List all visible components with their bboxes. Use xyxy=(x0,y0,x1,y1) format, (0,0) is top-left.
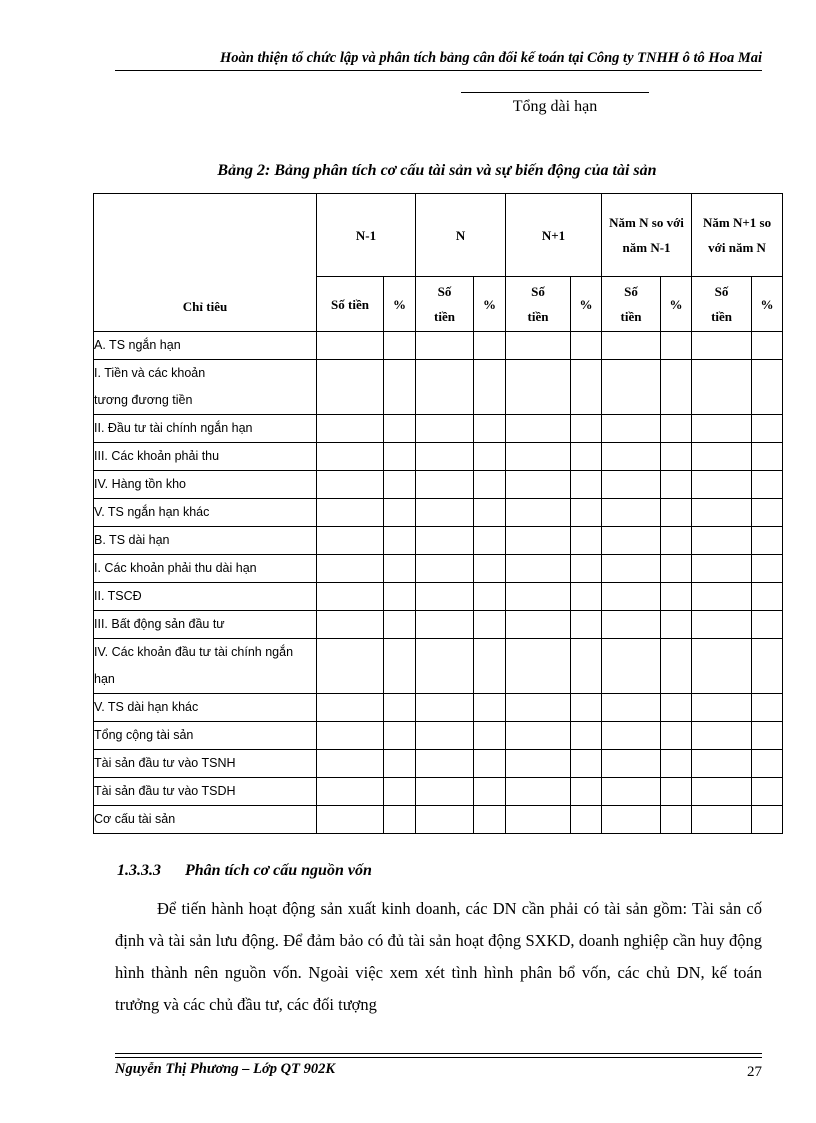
value-cell xyxy=(506,360,571,415)
value-cell xyxy=(474,750,506,778)
value-cell xyxy=(384,415,416,443)
value-cell xyxy=(692,499,752,527)
value-cell xyxy=(661,639,692,694)
value-cell xyxy=(661,694,692,722)
sub-amount: Số tiền xyxy=(416,277,474,332)
value-cell xyxy=(602,527,661,555)
value-cell xyxy=(692,722,752,750)
value-cell xyxy=(506,583,571,611)
value-cell xyxy=(602,750,661,778)
value-cell xyxy=(692,360,752,415)
value-cell xyxy=(571,527,602,555)
value-cell xyxy=(317,639,384,694)
value-cell xyxy=(384,722,416,750)
value-cell xyxy=(506,611,571,639)
table-row xyxy=(94,778,783,806)
row-label: II. TSCĐ xyxy=(94,583,317,611)
table-title: Bảng 2: Bảng phân tích cơ cấu tài sản và sự biến động của tài sản xyxy=(217,162,657,179)
value-cell xyxy=(752,806,783,834)
sub-percent: % xyxy=(752,277,783,332)
value-cell xyxy=(506,415,571,443)
asset-structure-table xyxy=(93,193,783,834)
value-cell xyxy=(571,499,602,527)
value-cell xyxy=(752,415,783,443)
value-cell xyxy=(692,583,752,611)
section-number: 1.3.3.3 xyxy=(117,862,161,879)
value-cell xyxy=(474,778,506,806)
value-cell xyxy=(474,332,506,360)
value-cell xyxy=(384,360,416,415)
row-label: IV. Hàng tồn kho xyxy=(94,471,317,499)
value-cell xyxy=(416,778,474,806)
page-number: 27 xyxy=(747,1064,762,1080)
value-cell xyxy=(752,471,783,499)
sub-amount: Số tiền xyxy=(506,277,571,332)
value-cell xyxy=(692,639,752,694)
value-cell xyxy=(571,750,602,778)
value-cell xyxy=(571,443,602,471)
value-cell xyxy=(506,332,571,360)
value-cell xyxy=(661,611,692,639)
value-cell xyxy=(317,471,384,499)
value-cell xyxy=(752,527,783,555)
value-cell xyxy=(692,471,752,499)
top-fragment-text: Tổng dài hạn xyxy=(512,98,598,115)
value-cell xyxy=(752,639,783,694)
value-cell xyxy=(661,499,692,527)
header-n: N xyxy=(416,194,506,277)
value-cell xyxy=(661,750,692,778)
table-row xyxy=(94,499,783,527)
value-cell xyxy=(571,583,602,611)
value-cell xyxy=(474,722,506,750)
value-cell xyxy=(661,722,692,750)
footer-rule xyxy=(115,1057,762,1058)
table-row xyxy=(94,694,783,722)
value-cell xyxy=(474,639,506,694)
value-cell xyxy=(384,332,416,360)
header-n+1-vs-n: Năm N+1 so với năm N xyxy=(692,194,783,277)
value-cell xyxy=(602,471,661,499)
value-cell xyxy=(506,555,571,583)
value-cell xyxy=(317,611,384,639)
value-cell xyxy=(474,499,506,527)
value-cell xyxy=(752,750,783,778)
row-label: Cơ cấu tài sản xyxy=(94,806,317,834)
value-cell xyxy=(384,694,416,722)
value-cell xyxy=(506,778,571,806)
sub-percent: % xyxy=(474,277,506,332)
value-cell xyxy=(317,415,384,443)
table-row xyxy=(94,527,783,555)
value-cell xyxy=(384,583,416,611)
value-cell xyxy=(602,415,661,443)
table-row xyxy=(94,722,783,750)
value-cell xyxy=(571,778,602,806)
value-cell xyxy=(506,694,571,722)
value-cell xyxy=(384,639,416,694)
value-cell xyxy=(661,778,692,806)
value-cell xyxy=(317,722,384,750)
value-cell xyxy=(752,360,783,415)
row-label: Tổng cộng tài sản xyxy=(94,722,317,750)
value-cell xyxy=(317,443,384,471)
value-cell xyxy=(506,443,571,471)
row-label: Tài sản đầu tư vào TSDH xyxy=(94,778,317,806)
value-cell xyxy=(416,360,474,415)
value-cell xyxy=(661,471,692,499)
sub-amount: Số tiền xyxy=(317,277,384,332)
value-cell xyxy=(384,443,416,471)
value-cell xyxy=(384,527,416,555)
value-cell xyxy=(474,527,506,555)
value-cell xyxy=(692,750,752,778)
value-cell xyxy=(317,583,384,611)
row-label: B. TS dài hạn xyxy=(94,527,317,555)
value-cell xyxy=(661,415,692,443)
value-cell xyxy=(416,471,474,499)
value-cell xyxy=(384,778,416,806)
value-cell xyxy=(752,694,783,722)
table-row xyxy=(94,360,783,415)
value-cell xyxy=(416,806,474,834)
value-cell xyxy=(506,806,571,834)
table-row xyxy=(94,415,783,443)
footer-rule xyxy=(115,1053,762,1054)
table-row xyxy=(94,750,783,778)
value-cell xyxy=(661,527,692,555)
value-cell xyxy=(571,471,602,499)
value-cell xyxy=(506,722,571,750)
value-cell xyxy=(752,583,783,611)
value-cell xyxy=(384,806,416,834)
value-cell xyxy=(752,722,783,750)
value-cell xyxy=(416,527,474,555)
value-cell xyxy=(602,443,661,471)
value-cell xyxy=(474,611,506,639)
value-cell xyxy=(506,499,571,527)
value-cell xyxy=(384,611,416,639)
value-cell xyxy=(752,443,783,471)
value-cell xyxy=(752,611,783,639)
value-cell xyxy=(416,722,474,750)
running-header: Hoàn thiện tổ chức lập và phân tích bảng cân đối kế toán tại Công ty TNHH ô tô Hoa Mai xyxy=(115,50,762,71)
value-cell xyxy=(692,778,752,806)
value-cell xyxy=(506,750,571,778)
value-cell xyxy=(317,555,384,583)
value-cell xyxy=(692,332,752,360)
value-cell xyxy=(661,443,692,471)
value-cell xyxy=(317,332,384,360)
footer-author: Nguyễn Thị Phương – Lớp QT 902K xyxy=(115,1061,336,1077)
row-label: V. TS dài hạn khác xyxy=(94,694,317,722)
value-cell xyxy=(474,806,506,834)
value-cell xyxy=(661,360,692,415)
value-cell xyxy=(506,471,571,499)
sub-amount: Số tiền xyxy=(692,277,752,332)
top-rule xyxy=(461,92,649,93)
body-paragraph: Để tiến hành hoạt động sản xuất kinh doanh, các DN cần phải có tài sản gồm: Tài sản cố định và tài sản lưu động. Để đảm bảo có đủ tài sản hoạt động SXKD, doanh nghiệp cần huy động hình thành nên nguồn vốn. Ngoài việc xem xét tình hình phân bổ vốn, các chủ DN, kế toán trưởng và các chủ đầu tư, các đối tượng xyxy=(115,899,762,1014)
value-cell xyxy=(571,694,602,722)
value-cell xyxy=(571,639,602,694)
row-label: V. TS ngắn hạn khác xyxy=(94,499,317,527)
sub-percent: % xyxy=(661,277,692,332)
value-cell xyxy=(602,806,661,834)
value-cell xyxy=(602,639,661,694)
sub-amount: Số tiền xyxy=(602,277,661,332)
row-label: I. Tiền và các khoản tương đương tiền xyxy=(94,360,317,415)
value-cell xyxy=(474,555,506,583)
table-row xyxy=(94,332,783,360)
value-cell xyxy=(692,555,752,583)
value-cell xyxy=(317,694,384,722)
sub-percent: % xyxy=(571,277,602,332)
section-title: Phân tích cơ cấu nguồn vốn xyxy=(185,862,372,879)
header-indicator: Chỉ tiêu xyxy=(94,194,317,332)
value-cell xyxy=(416,611,474,639)
value-cell xyxy=(661,806,692,834)
value-cell xyxy=(506,527,571,555)
table-row xyxy=(94,806,783,834)
value-cell xyxy=(416,415,474,443)
value-cell xyxy=(571,611,602,639)
row-label: III. Bất động sản đầu tư xyxy=(94,611,317,639)
value-cell xyxy=(571,415,602,443)
value-cell xyxy=(416,499,474,527)
value-cell xyxy=(571,555,602,583)
value-cell xyxy=(474,583,506,611)
value-cell xyxy=(474,471,506,499)
row-label: II. Đầu tư tài chính ngắn hạn xyxy=(94,415,317,443)
value-cell xyxy=(416,583,474,611)
row-label: IV. Các khoản đầu tư tài chính ngắn hạn xyxy=(94,639,317,694)
value-cell xyxy=(474,415,506,443)
value-cell xyxy=(474,443,506,471)
table-row xyxy=(94,583,783,611)
value-cell xyxy=(752,778,783,806)
header-n-1: N-1 xyxy=(317,194,416,277)
value-cell xyxy=(416,443,474,471)
table-row xyxy=(94,555,783,583)
value-cell xyxy=(384,555,416,583)
value-cell xyxy=(317,499,384,527)
value-cell xyxy=(661,332,692,360)
value-cell xyxy=(692,611,752,639)
value-cell xyxy=(474,360,506,415)
value-cell xyxy=(692,806,752,834)
table-row xyxy=(94,443,783,471)
table-row xyxy=(94,471,783,499)
value-cell xyxy=(602,611,661,639)
value-cell xyxy=(506,639,571,694)
value-cell xyxy=(384,750,416,778)
table-body xyxy=(94,332,783,834)
value-cell xyxy=(317,806,384,834)
value-cell xyxy=(384,471,416,499)
value-cell xyxy=(317,360,384,415)
value-cell xyxy=(752,555,783,583)
row-label: I. Các khoản phải thu dài hạn xyxy=(94,555,317,583)
value-cell xyxy=(571,360,602,415)
header-n+1: N+1 xyxy=(506,194,602,277)
value-cell xyxy=(752,499,783,527)
value-cell xyxy=(692,694,752,722)
value-cell xyxy=(571,806,602,834)
value-cell xyxy=(317,750,384,778)
value-cell xyxy=(692,415,752,443)
value-cell xyxy=(752,332,783,360)
sub-percent: % xyxy=(384,277,416,332)
value-cell xyxy=(602,332,661,360)
row-label: Tài sản đầu tư vào TSNH xyxy=(94,750,317,778)
value-cell xyxy=(602,722,661,750)
value-cell xyxy=(602,499,661,527)
value-cell xyxy=(416,555,474,583)
value-cell xyxy=(384,499,416,527)
value-cell xyxy=(416,639,474,694)
value-cell xyxy=(602,583,661,611)
value-cell xyxy=(317,778,384,806)
value-cell xyxy=(416,694,474,722)
value-cell xyxy=(571,332,602,360)
table-row xyxy=(94,639,783,694)
value-cell xyxy=(602,360,661,415)
row-label: III. Các khoản phải thu xyxy=(94,443,317,471)
value-cell xyxy=(661,583,692,611)
value-cell xyxy=(692,527,752,555)
value-cell xyxy=(416,332,474,360)
value-cell xyxy=(602,778,661,806)
value-cell xyxy=(317,527,384,555)
value-cell xyxy=(692,443,752,471)
table-row xyxy=(94,611,783,639)
value-cell xyxy=(602,694,661,722)
section-heading xyxy=(117,862,372,880)
value-cell xyxy=(416,750,474,778)
row-label: A. TS ngắn hạn xyxy=(94,332,317,360)
value-cell xyxy=(661,555,692,583)
value-cell xyxy=(602,555,661,583)
value-cell xyxy=(474,694,506,722)
value-cell xyxy=(571,722,602,750)
header-n-vs-n-1: Năm N so với năm N-1 xyxy=(602,194,692,277)
